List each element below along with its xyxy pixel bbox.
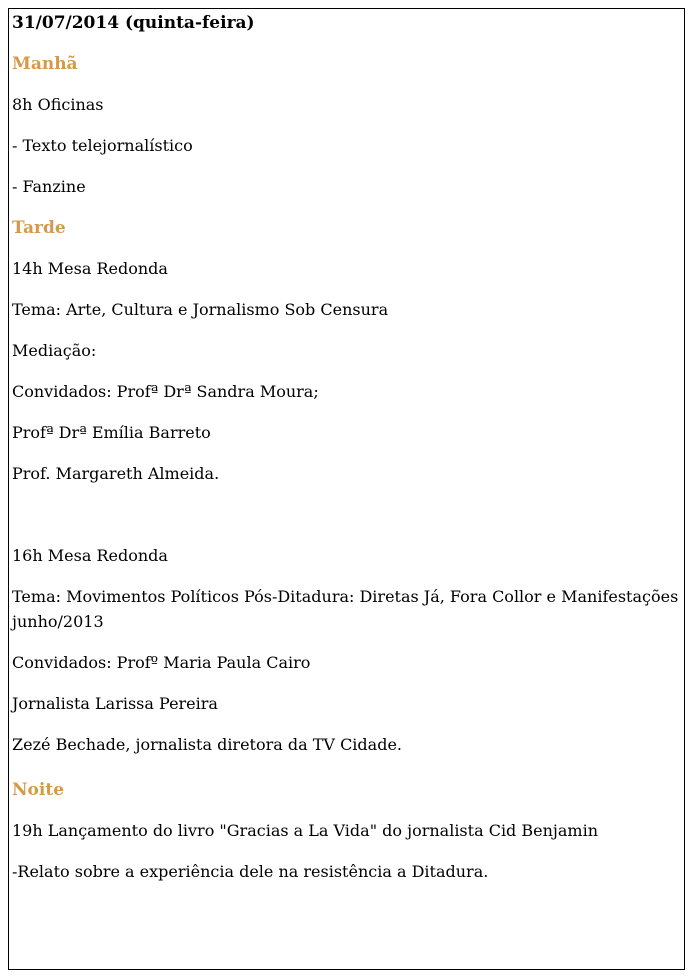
schedule-date: 31/07/2014 (quinta-feira): [12, 13, 255, 33]
section-heading-morning: Manhã: [12, 54, 78, 74]
round-table-2-theme-line-1: Tema: Movimentos Políticos Pós-Ditadura: Diretas Já, Fora Collor e Manifestações: [12, 587, 679, 606]
round-table-2-theme-line-2: junho/2013: [12, 612, 104, 631]
night-event: 19h Lançamento do livro "Gracias a La Vida" do jornalista Cid Benjamin: [12, 821, 599, 840]
round-table-1-time: 14h Mesa Redonda: [12, 259, 168, 278]
round-table-1-guest: Prof. Margareth Almeida.: [12, 464, 220, 483]
round-table-1-guest: Profª Drª Emília Barreto: [12, 423, 211, 442]
section-heading-night: Noite: [12, 780, 65, 800]
section-heading-afternoon: Tarde: [12, 218, 66, 238]
round-table-2-guest: Jornalista Larissa Pereira: [12, 694, 218, 713]
round-table-1-theme: Tema: Arte, Cultura e Jornalismo Sob Censura: [12, 300, 389, 319]
round-table-2-guest: Zezé Bechade, jornalista diretora da TV Cidade.: [12, 735, 402, 754]
morning-item: - Fanzine: [12, 177, 86, 196]
morning-time: 8h Oficinas: [12, 95, 104, 114]
night-detail: -Relato sobre a experiência dele na resistência a Ditadura.: [12, 862, 489, 881]
round-table-2-guest: Convidados: Profº Maria Paula Cairo: [12, 653, 311, 672]
round-table-2-time: 16h Mesa Redonda: [12, 546, 168, 565]
morning-item: - Texto telejornalístico: [12, 136, 193, 155]
round-table-1-mediation: Mediação:: [12, 341, 97, 360]
round-table-1-guest: Convidados: Profª Drª Sandra Moura;: [12, 382, 319, 401]
